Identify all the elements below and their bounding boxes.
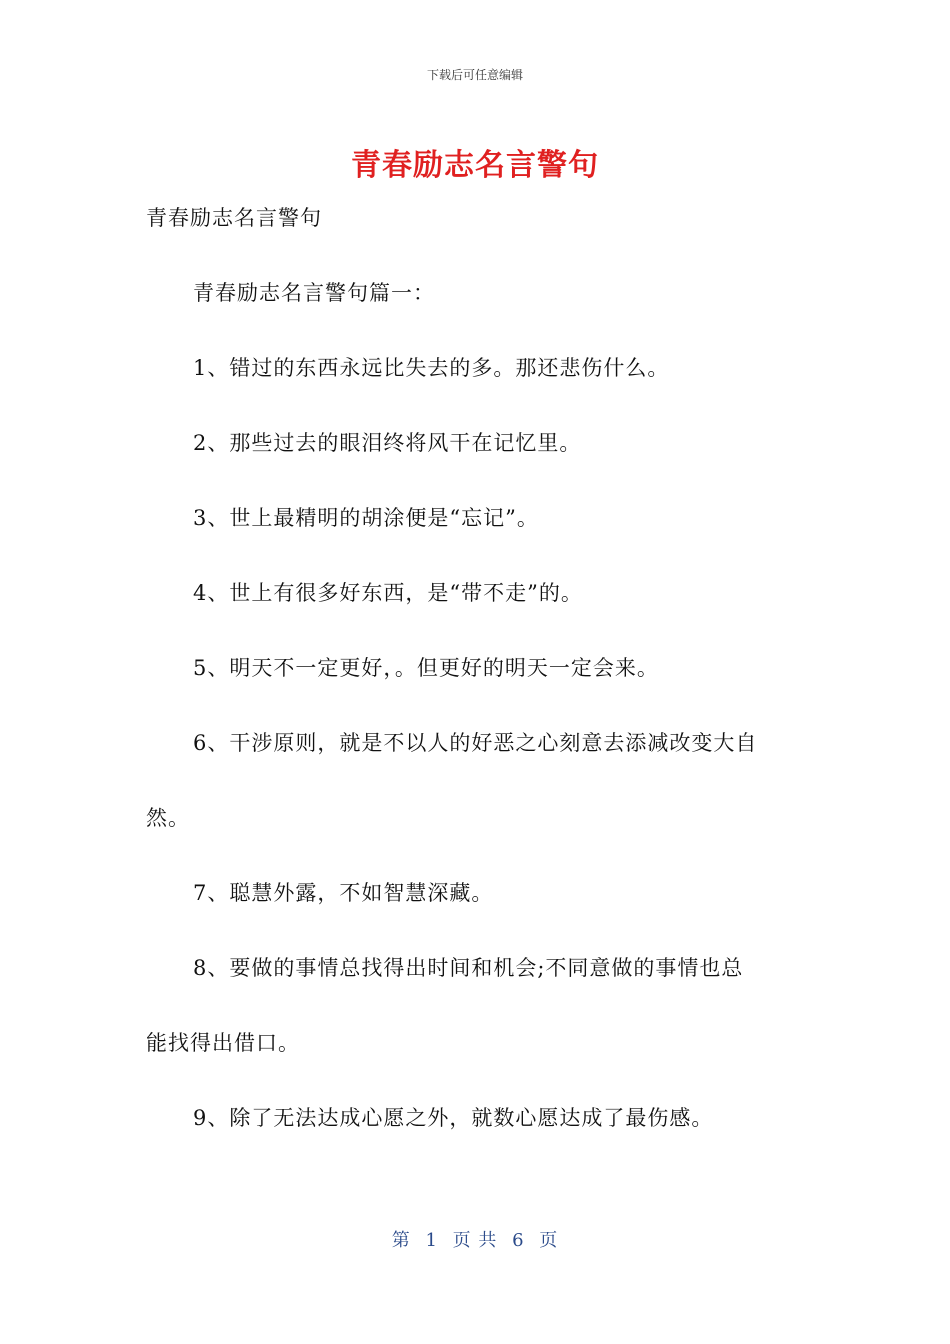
body-line: 6、干涉原则，就是不以人的好恶之心刻意去添减改变大自	[193, 731, 758, 755]
body-line: 青春励志名言警句篇一：	[193, 281, 435, 305]
body-line: 2、那些过去的眼泪终将风干在记忆里。	[193, 431, 582, 455]
footer-page-number: 1	[425, 1230, 438, 1251]
footer-prefix: 第	[391, 1230, 411, 1251]
footer-suffix: 页	[539, 1230, 559, 1251]
body-line: 青春励志名言警句	[146, 206, 322, 230]
body-line: 7、聪慧外露，不如智慧深藏。	[193, 881, 494, 905]
body-line: 9、除了无法达成心愿之外，就数心愿达成了最伤感。	[193, 1106, 714, 1130]
body-line: 3、世上最精明的胡涂便是“忘记”。	[193, 506, 539, 530]
footer-total-pages: 6	[512, 1230, 525, 1251]
header-note: 下载后可任意编辑	[426, 68, 523, 82]
body-line: 5、明天不一定更好，。但更好的明天一定会来。	[193, 656, 659, 680]
document-title: 青春励志名言警句	[351, 148, 599, 183]
body-line: 然。	[146, 806, 190, 830]
document-body	[146, 181, 806, 1156]
page-footer	[0, 1226, 950, 1252]
body-line: 能找得出借口。	[146, 1031, 300, 1055]
footer-middle: 页 共	[452, 1230, 498, 1251]
body-line: 1、错过的东西永远比失去的多。那还悲伤什么。	[193, 356, 670, 380]
body-line: 8、要做的事情总找得出时间和机会;不同意做的事情也总	[193, 956, 744, 980]
body-line: 4、世上有很多好东西，是“带不走”的。	[193, 581, 583, 605]
